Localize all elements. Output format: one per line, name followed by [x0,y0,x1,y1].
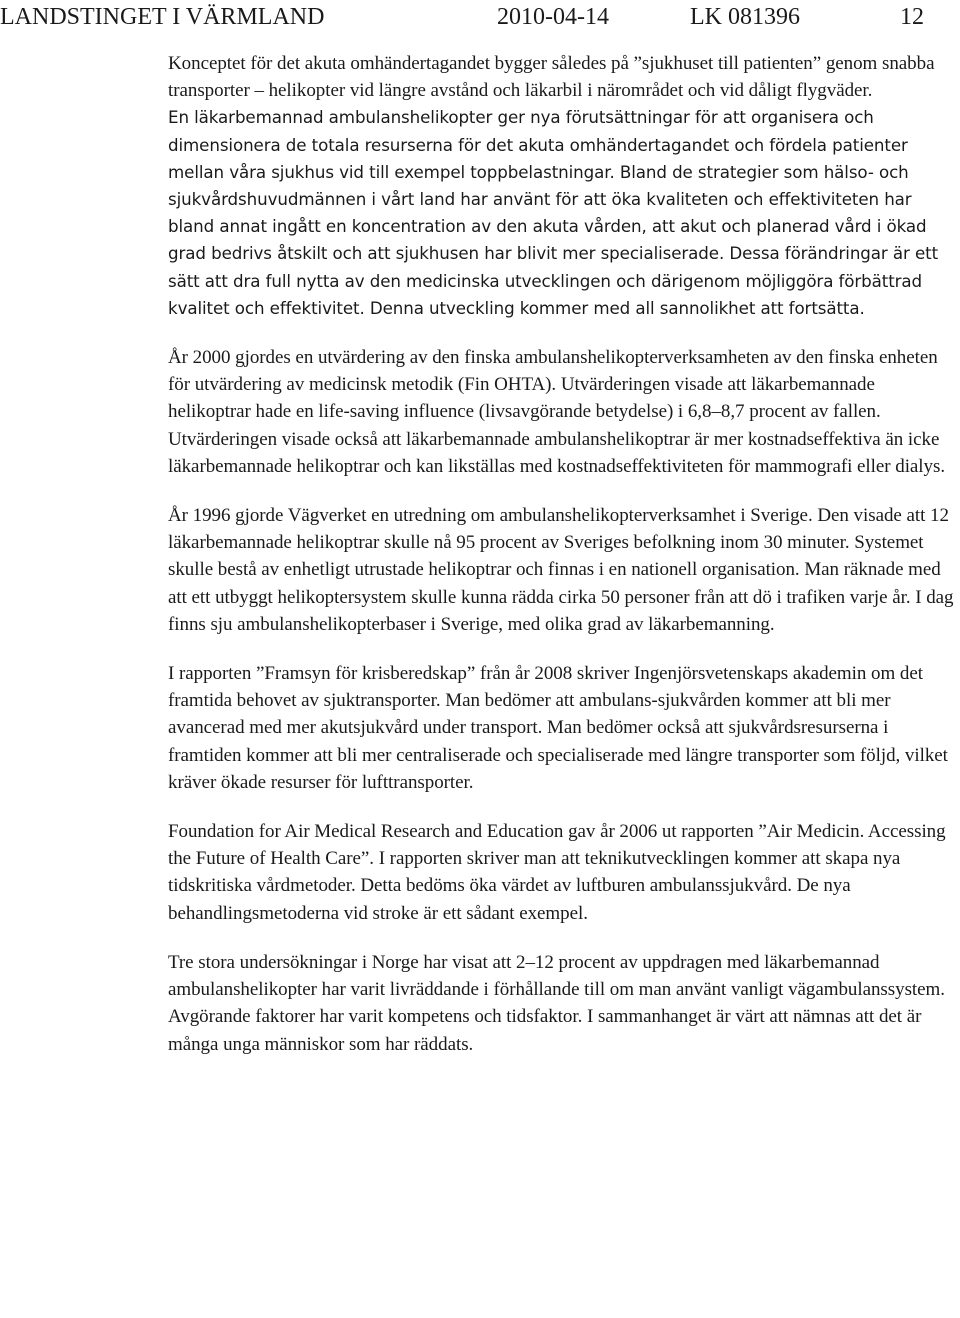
page-number: 12 [900,4,924,30]
paragraph-vagverket-study: År 1996 gjorde Vägverket en utredning om ambulanshelikopterverksamhet i Sverige. Den visade att 12 läkarbemannade helikoptrar skulle nå 95 procent av Sveriges befolkning inom 30 minuter. Systemet skulle bestå av enhetligt utrustade helikoptrar och finnas i en nationell organisation. Man räknade med att ett utbyggt helikoptersystem skulle kunna rädda cirka 50 personer från att dö i trafiken varje år. I dag finns sju ambulanshelikopterbaser i Sverige, med olika grad av läkarbemanning. [168,505,954,635]
page-header [0,2,960,32]
paragraph-helicopter-resources: En läkarbemannad ambulanshelikopter ger nya förutsättningar för att organisera och dimensionera de totala resurserna för det akuta omhändertagandet och fördela patienter mellan våra sjukhus vid till exempel toppbelastningar. Bland de strategier som hälso- och sjukvårdshuvudmännen i vårt land har använt för att öka kvaliteten och effektiviteten har bland annat ingått en koncentration av den akuta vården, att akut och planerad vård i ökad grad bedrivs åtskilt och att sjukhusen har blivit mer specialiserade. Dessa förändringar är ett sätt att dra full nytta av den medicinska utvecklingen och därigenom möjliggöra förbättrad kvalitet och effektivitet. Denna utveckling kommer med all sannolikhet att fortsätta. [168,107,939,318]
paragraph-concept: Konceptet för det akuta omhändertagandet bygger således på ”sjukhuset till patienten” genom snabba transporter – helikopter vid längre avstånd och läkarbil i närområdet och vid dåligt flygväder. [168,53,935,102]
paragraph-air-medicine-report: Foundation for Air Medical Research and Education gav år 2006 ut rapporten ”Air Medicin. Accessing the Future of Health Care”. I rapporten skriver man att teknikutvecklingen kommer att skapa nya tidskritiska vårdmetoder. Detta bedöms öka värdet av luftburen ambulanssjukvård. De nya behandlingsmetoderna vid stroke är ett sådant exempel. [168,821,946,924]
document-date: 2010-04-14 [497,4,609,30]
paragraph-framsyn-report: I rapporten ”Framsyn för krisberedskap” från år 2008 skriver Ingenjörsvetenskaps akademin om det framtida behovet av sjuktransporter. Man bedömer att ambulans-sjukvården kommer att bli mer avancerad med mer akutsjukvård under transport. Man bedömer också att sjukvårdsresurserna i framtiden kommer att bli mer centraliserade och specialiserade med längre transporter som följd, vilket kräver ökade resurser för lufttransporter. [168,663,948,793]
paragraph-norway-studies: Tre stora undersökningar i Norge har visat att 2–12 procent av uppdragen med läkarbemannad ambulanshelikopter har varit livräddande i förhållande till om man använt vanligt vägambulanssystem. Avgörande faktorer har varit kompetens och tidsfaktor. I sammanhanget är värt att nämnas att det är många unga människor som har räddats. [168,951,945,1055]
paragraph-finnish-evaluation: År 2000 gjordes en utvärdering av den finska ambulanshelikopterverksamheten av den finska enheten för utvärdering av medicinsk metodik (Fin OHTA). Utvärderingen visade att läkarbemannade helikoptrar hade en life-saving influence (livsavgörande betydelse) i 6,8–8,7 procent av fallen. Utvärderingen visade också att läkarbemannade ambulanshelikoptrar är mer kostnadseffektiva än icke läkarbemannade helikoptrar och kan likställas med kostnadseffektiviteten för mammografi eller dialys. [168,347,946,477]
organization-name: LANDSTINGET I VÄRMLAND [0,4,325,30]
document-body [168,50,960,1058]
document-reference: LK 081396 [690,4,800,30]
